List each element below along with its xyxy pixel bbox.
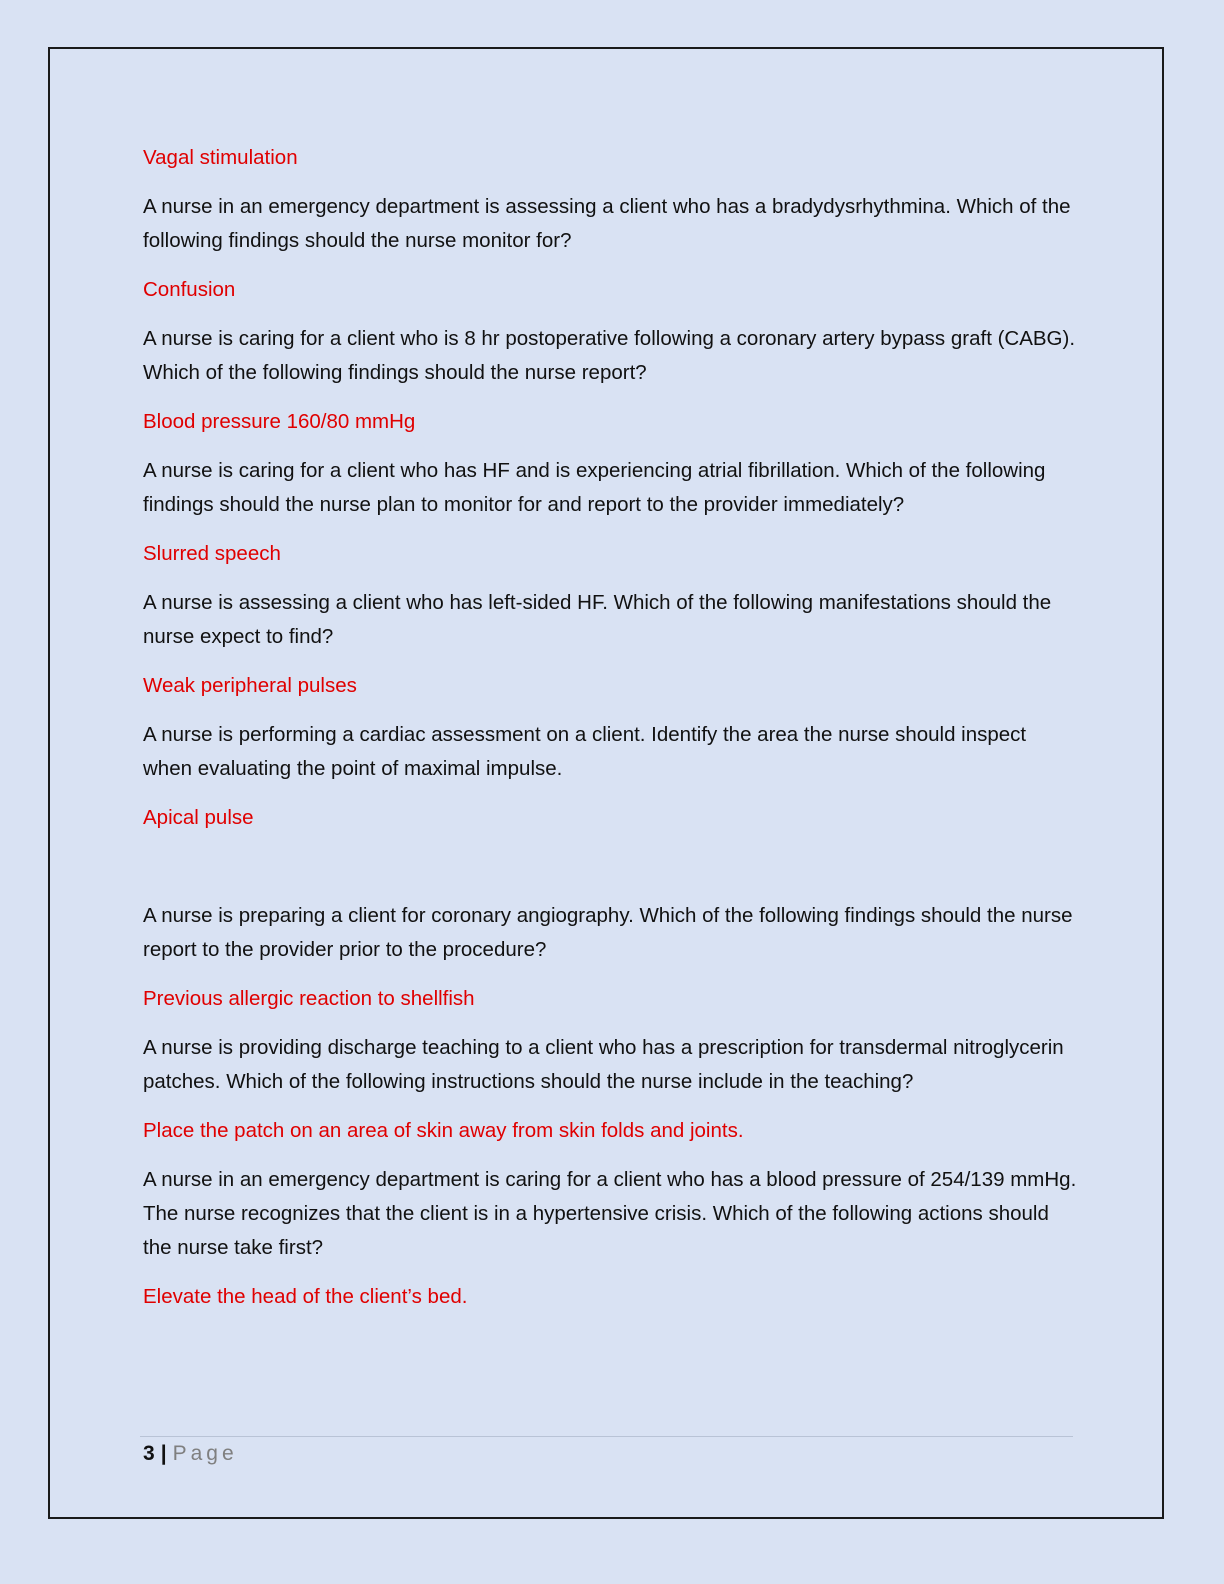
answer-text: Blood pressure 160/80 mmHg <box>143 410 416 433</box>
answer-text: Confusion <box>143 278 236 301</box>
footer-divider <box>140 1436 1073 1437</box>
question-text: A nurse is performing a cardiac assessment on a client. Identify the area the nurse should inspect when evaluating the point of maximal impulse. <box>143 723 1027 780</box>
question-text: A nurse is caring for a client who is 8 hr postoperative following a coronary artery bypass graft (CABG). Which of the following findings should the nurse report? <box>143 327 1076 384</box>
question-text: A nurse in an emergency department is caring for a client who has a blood pressure of 254/139 mmHg. The nurse recognizes that the client is in a hypertensive crisis. Which of the following actions should the nurse take first? <box>143 1168 1077 1259</box>
question-text: A nurse is caring for a client who has HF and is experiencing atrial fibrillation. Which of the following findings should the nurse plan to monitor for and report to the provider immediately? <box>143 459 1046 516</box>
answer-text: Apical pulse <box>143 806 254 829</box>
footer-separator: | <box>160 1442 167 1465</box>
answer-text: Elevate the head of the client’s bed. <box>143 1285 468 1308</box>
document-body <box>143 141 1078 1329</box>
question-text: A nurse is preparing a client for coronary angiography. Which of the following findings should the nurse report to the provider prior to the procedure? <box>143 904 1073 961</box>
answer-text: Slurred speech <box>143 542 281 565</box>
page-footer <box>143 1440 238 1468</box>
blank-line <box>143 850 1078 899</box>
question-text: A nurse in an emergency department is assessing a client who has a bradydysrhythmina. Which of the following findings should the nurse monitor for? <box>143 195 1071 252</box>
answer-text: Weak peripheral pulses <box>143 674 357 697</box>
question-text: A nurse is assessing a client who has left-sided HF. Which of the following manifestations should the nurse expect to find? <box>143 591 1052 648</box>
question-text: A nurse is providing discharge teaching to a client who has a prescription for transdermal nitroglycerin patches. Which of the following instructions should the nurse include in the teaching? <box>143 1036 1064 1093</box>
answer-text: Previous allergic reaction to shellfish <box>143 987 475 1010</box>
page-number: 3 <box>143 1442 155 1465</box>
page-label: Page <box>172 1442 238 1465</box>
answer-text: Vagal stimulation <box>143 146 298 169</box>
answer-text: Place the patch on an area of skin away from skin folds and joints. <box>143 1119 744 1142</box>
